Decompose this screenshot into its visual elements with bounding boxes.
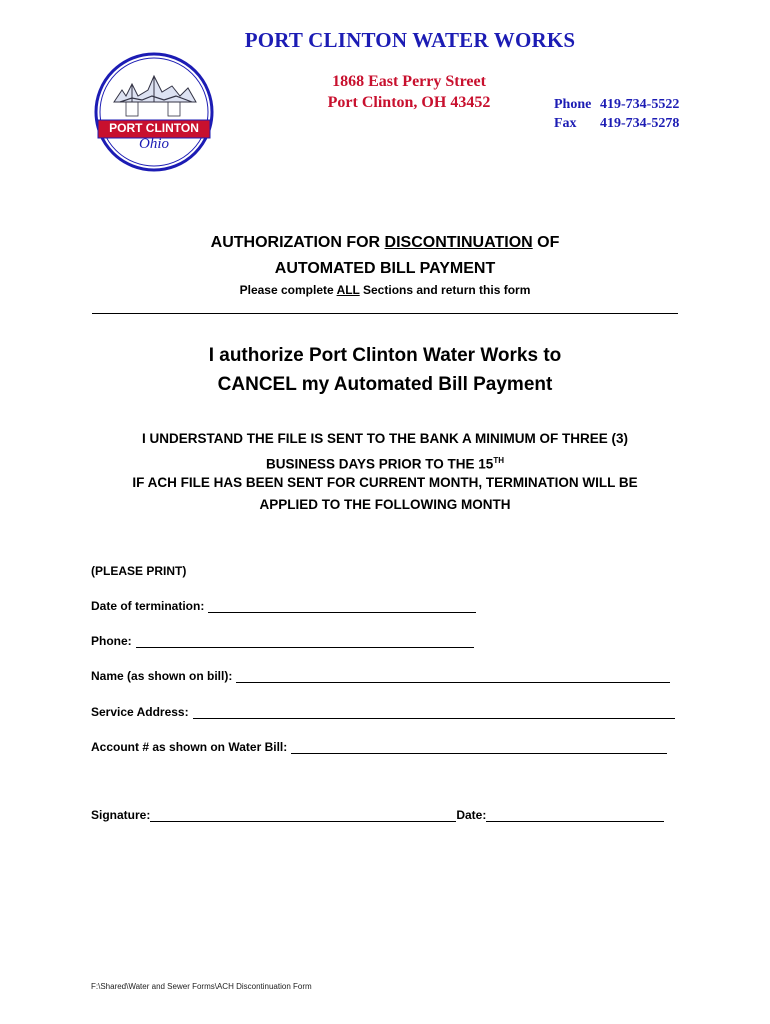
authorization-line1: I authorize Port Clinton Water Works to <box>208 345 562 366</box>
service-address-field[interactable] <box>91 705 675 719</box>
signature-date-line[interactable] <box>486 809 664 822</box>
phone-line <box>554 97 679 113</box>
notice-line4: APPLIED TO THE FOLLOWING MONTH <box>259 497 511 512</box>
name-field-line[interactable] <box>236 670 670 683</box>
date-of-termination-field[interactable] <box>91 599 476 613</box>
notice-line1: I UNDERSTAND THE FILE IS SENT TO THE BANK A MINIMUM OF THREE (3) <box>142 431 628 446</box>
org-title: PORT CLINTON WATER WORKS <box>244 28 576 52</box>
signature-field[interactable] <box>91 808 664 822</box>
account-line[interactable] <box>291 741 667 754</box>
name-field-label: Name (as shown on bill): <box>91 669 233 683</box>
instruction-underlined: ALL <box>336 283 360 297</box>
footer-file-path: F:\Shared\Water and Sewer Forms\ACH Discontinuation Form <box>91 982 312 991</box>
phone-label: Phone <box>554 97 592 112</box>
fax-line <box>554 116 679 132</box>
name-field[interactable] <box>91 669 670 683</box>
form-title-text-a: AUTHORIZATION FOR <box>210 234 385 251</box>
phone-field[interactable] <box>91 634 474 648</box>
phone-field-line[interactable] <box>136 635 474 648</box>
city-state-zip: Port Clinton, OH 43452 <box>327 94 491 111</box>
please-print-label: (PLEASE PRINT) <box>91 564 187 578</box>
logo-text-bottom: Ohio <box>139 136 169 152</box>
signature-label: Signature: <box>91 808 151 822</box>
account-field[interactable] <box>91 740 667 754</box>
authorization-line2: CANCEL my Automated Bill Payment <box>217 374 553 395</box>
instruction-text-a: Please complete <box>239 283 337 297</box>
divider <box>92 313 678 314</box>
form-title-underlined: DISCONTINUATION <box>384 234 533 251</box>
signature-date-label: Date: <box>456 808 487 822</box>
signature-line[interactable] <box>150 809 456 822</box>
fax-label: Fax <box>554 116 577 131</box>
logo-text-top: PORT CLINTON <box>109 121 199 135</box>
notice-line2-text: BUSINESS DAYS PRIOR TO THE 15 <box>266 456 494 472</box>
service-address-label: Service Address: <box>91 705 189 719</box>
port-clinton-logo <box>92 50 216 174</box>
form-title-line1 <box>0 234 770 252</box>
phone-field-label: Phone: <box>91 634 132 648</box>
account-label: Account # as shown on Water Bill: <box>91 740 288 754</box>
notice-line3: IF ACH FILE HAS BEEN SENT FOR CURRENT MONTH, TERMINATION WILL BE <box>132 475 638 490</box>
notice-superscript: TH <box>493 456 504 465</box>
form-title-text-b: OF <box>532 234 560 251</box>
form-instruction <box>0 283 770 297</box>
service-address-line[interactable] <box>193 706 675 719</box>
date-of-termination-line[interactable] <box>208 600 476 613</box>
date-of-termination-label: Date of termination: <box>91 599 205 613</box>
street-address: 1868 East Perry Street <box>332 73 486 90</box>
form-title-line2: AUTOMATED BILL PAYMENT <box>274 260 496 277</box>
fax-number: 419-734-5278 <box>600 116 680 131</box>
phone-number: 419-734-5522 <box>600 97 680 112</box>
instruction-text-b: Sections and return this form <box>359 283 531 297</box>
